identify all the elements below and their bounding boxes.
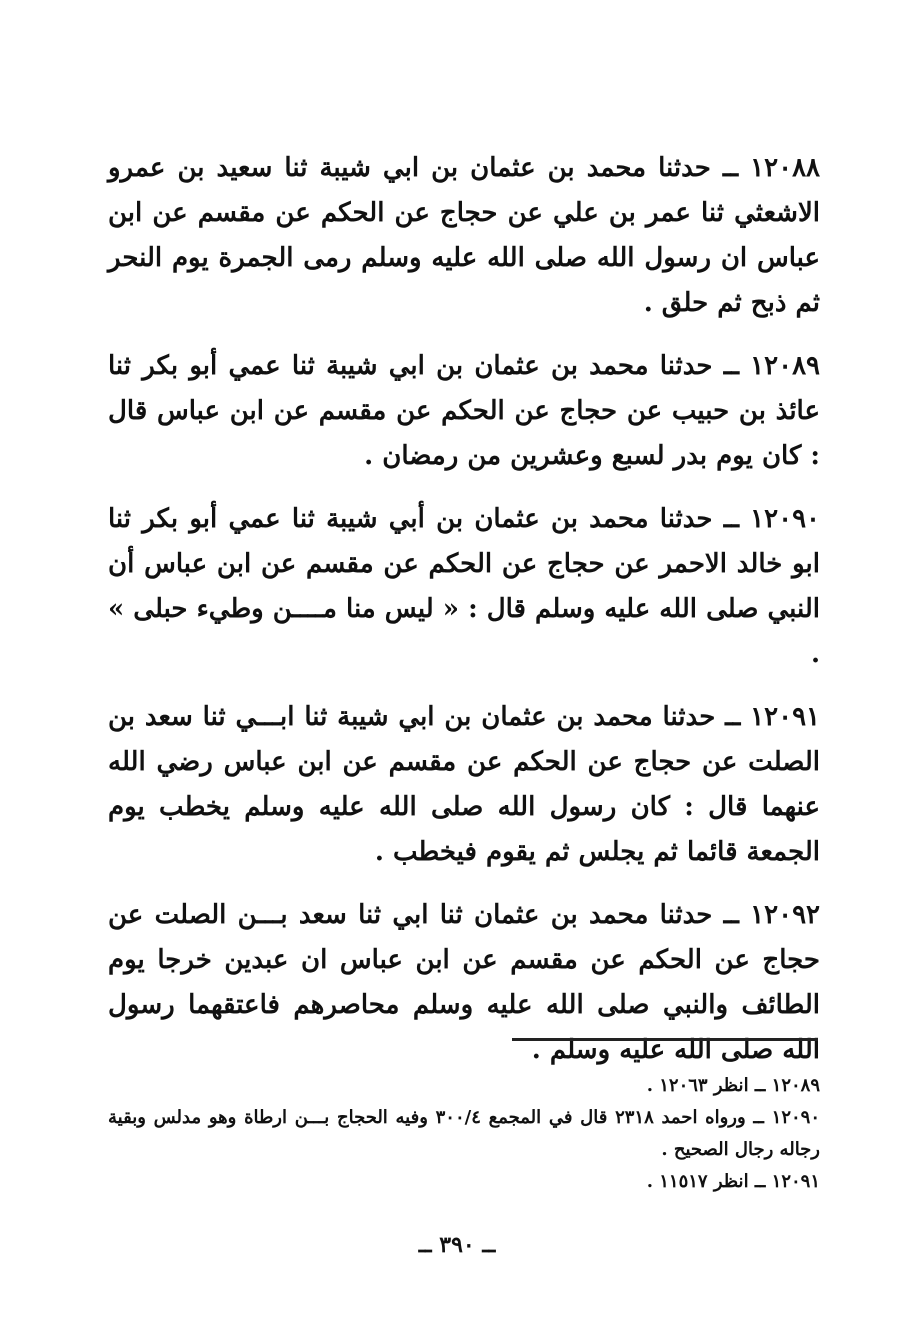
footnote-divider xyxy=(512,1038,818,1041)
hadith-list xyxy=(108,146,820,1091)
footnotes xyxy=(108,1070,820,1198)
footnote-12089: ١٢٠٨٩ ــ انظر ١٢٠٦٣ . xyxy=(646,1075,820,1096)
hadith-12088: ١٢٠٨٨ ــ حدثنا محمد بن عثمان بن ابي شيبة ثنا سعيد بن عمرو الاشعثي ثنا عمر بن علي عن حجاج عن الحكم عن مقسم عن ابن عباس ان رسول الله صلى الله عليه وسلم رمى الجمرة يوم النحر ثم ذبح ثم حلق . xyxy=(108,153,820,318)
hadith-12089: ١٢٠٨٩ ــ حدثنا محمد بن عثمان بن ابي شيبة ثنا عمي أبو بكر ثنا عائذ بن حبيب عن حجاج عن الحكم عن مقسم عن ابن عباس قال : كان يوم بدر لسبع وعشرين من رمضان . xyxy=(108,351,820,471)
footnote-12090: ١٢٠٩٠ ــ ورواه احمد ٢٣١٨ قال في المجمع ٣٠٠/٤ وفيه الحجاج بـــن ارطاة وهو مدلس وبقية رجاله رجال الصحيح . xyxy=(108,1107,821,1160)
hadith-12090: ١٢٠٩٠ ــ حدثنا محمد بن عثمان بن أبي شيبة ثنا عمي أبو بكر ثنا ابو خالد الاحمر عن حجاج عن الحكم عن مقسم عن ابن عباس أن النبي صلى الله عليه وسلم قال : « ليس منا مــــن وطيء حبلى » . xyxy=(108,504,820,669)
page-number: ــ ٣٩٠ ــ xyxy=(418,1232,496,1258)
hadith-12092: ١٢٠٩٢ ــ حدثنا محمد بن عثمان ثنا ابي ثنا سعد بـــن الصلت عن حجاج عن الحكم عن مقسم عن ابن عباس ان عبدين خرجا يوم الطائف والنبي صلى الله عليه وسلم محاصرهم فاعتقهما رسول الله صلى الله عليه وسلم . xyxy=(108,900,820,1065)
hadith-12091: ١٢٠٩١ ــ حدثنا محمد بن عثمان بن ابي شيبة ثنا ابـــي ثنا سعد بن الصلت عن حجاج عن الحكم عن مقسم عن ابن عباس رضي الله عنهما قال : كان رسول الله صلى الله عليه وسلم يخطب يوم الجمعة قائما ثم يجلس ثم يقوم فيخطب . xyxy=(108,702,820,867)
footnote-12091: ١٢٠٩١ ــ انظر ١١٥١٧ . xyxy=(646,1171,820,1192)
